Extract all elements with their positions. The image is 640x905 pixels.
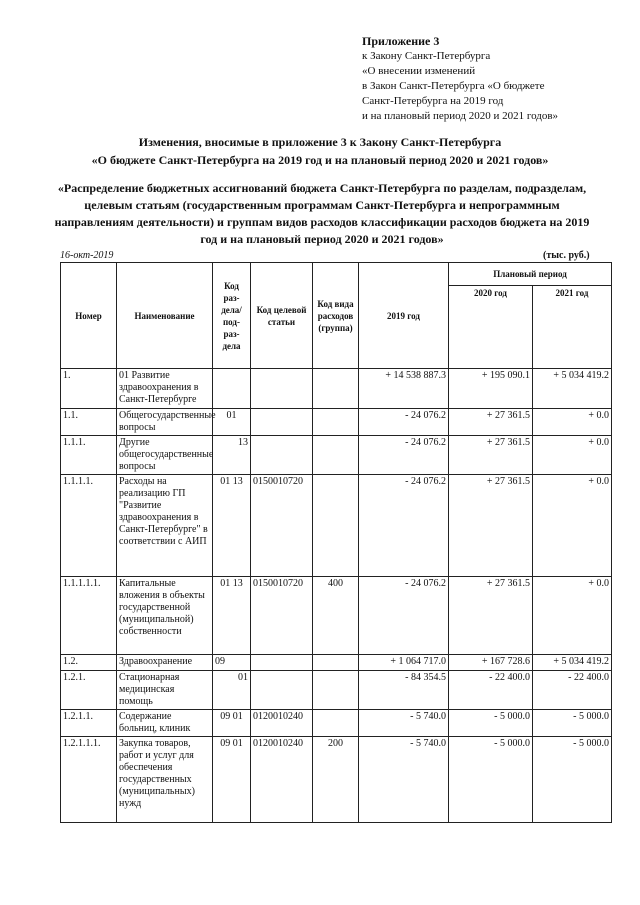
row-name: Капитальные вложения в объекты государственной (муниципальной) собственности xyxy=(117,577,213,655)
row-name: 01 Развитие здравоохранения в Санкт-Петербурге xyxy=(117,369,213,409)
row-type: 400 xyxy=(313,577,359,655)
unit-label: (тыс. руб.) xyxy=(543,250,590,261)
table-row xyxy=(61,436,612,475)
row-2020: + 27 361.5 xyxy=(449,409,533,436)
row-name: Расходы на реализацию ГП "Развитие здравоохранения в Санкт-Петербурге" в соответствии с АИП xyxy=(117,475,213,577)
row-2020: + 27 361.5 xyxy=(449,475,533,577)
row-number: 1.1.1.1.1. xyxy=(61,577,117,655)
row-target xyxy=(251,655,313,671)
appendix-line: в Закон Санкт-Петербурга «О бюджете xyxy=(362,80,545,92)
row-number: 1.1. xyxy=(61,409,117,436)
row-target: 0150010720 xyxy=(251,475,313,577)
row-2019: - 24 076.2 xyxy=(359,475,449,577)
row-2020: + 167 728.6 xyxy=(449,655,533,671)
row-2020: + 27 361.5 xyxy=(449,436,533,475)
row-section: 09 01 xyxy=(213,737,251,823)
row-section: 01 xyxy=(213,671,251,710)
row-type xyxy=(313,655,359,671)
row-section: 01 xyxy=(213,409,251,436)
row-type xyxy=(313,475,359,577)
row-2020: + 27 361.5 xyxy=(449,577,533,655)
document-title-line2: «О бюджете Санкт-Петербурга на 2019 год и на плановый период 2020 и 2021 годов» xyxy=(91,153,549,167)
row-target: 0150010720 xyxy=(251,577,313,655)
row-2019: + 14 538 887.3 xyxy=(359,369,449,409)
row-2019: - 5 740.0 xyxy=(359,710,449,737)
table-row xyxy=(61,369,612,409)
document-date: 16-окт-2019 xyxy=(60,250,114,261)
row-number: 1.1.1.1. xyxy=(61,475,117,577)
appendix-line: и на плановый период 2020 и 2021 годов» xyxy=(362,110,559,122)
table-row xyxy=(61,409,612,436)
row-2021: - 5 000.0 xyxy=(533,710,612,737)
row-number: 1.2. xyxy=(61,655,117,671)
row-section: 13 xyxy=(213,436,251,475)
row-number: 1.1.1. xyxy=(61,436,117,475)
header-target: Код целевой статьи xyxy=(251,263,313,369)
budget-table xyxy=(60,262,612,823)
header-name: Наименование xyxy=(117,263,213,369)
row-2019: - 24 076.2 xyxy=(359,577,449,655)
row-name: Содержание больниц, клиник xyxy=(117,710,213,737)
row-type xyxy=(313,436,359,475)
row-target xyxy=(251,436,313,475)
row-section: 01 13 xyxy=(213,475,251,577)
header-number: Номер xyxy=(61,263,117,369)
row-type xyxy=(313,710,359,737)
row-2020: - 5 000.0 xyxy=(449,710,533,737)
row-2021: + 0.0 xyxy=(533,577,612,655)
row-2020: - 22 400.0 xyxy=(449,671,533,710)
row-number: 1.2.1.1. xyxy=(61,710,117,737)
appendix-block xyxy=(362,34,558,124)
row-2021: - 5 000.0 xyxy=(533,737,612,823)
table-row xyxy=(61,475,612,577)
table-row xyxy=(61,737,612,823)
row-type xyxy=(313,369,359,409)
row-2020: + 195 090.1 xyxy=(449,369,533,409)
row-type xyxy=(313,409,359,436)
row-2019: - 5 740.0 xyxy=(359,737,449,823)
appendix-line: «О внесении изменений xyxy=(362,65,476,77)
appendix-title: Приложение 3 xyxy=(362,34,440,48)
row-section: 01 13 xyxy=(213,577,251,655)
row-2021: + 5 034 419.2 xyxy=(533,655,612,671)
row-2021: - 22 400.0 xyxy=(533,671,612,710)
row-name: Закупка товаров, работ и услуг для обеспечения государственных (муниципальных) нужд xyxy=(117,737,213,823)
row-type xyxy=(313,671,359,710)
table-row xyxy=(61,710,612,737)
header-2019: 2019 год xyxy=(359,263,449,369)
row-2021: + 0.0 xyxy=(533,475,612,577)
row-2019: - 84 354.5 xyxy=(359,671,449,710)
row-2021: + 5 034 419.2 xyxy=(533,369,612,409)
row-2021: + 0.0 xyxy=(533,409,612,436)
row-target: 0120010240 xyxy=(251,737,313,823)
header-2021: 2021 год xyxy=(533,286,612,369)
row-name: Другие общегосударственные вопросы xyxy=(117,436,213,475)
document-title: Изменения, вносимые в приложение 3 к Закону Санкт-Петербурга xyxy=(138,135,502,149)
header-type: Код вида расходов (группа) xyxy=(313,263,359,369)
appendix-line: Санкт-Петербурга на 2019 год xyxy=(362,95,504,107)
row-name: Общегосударственные вопросы xyxy=(117,409,213,436)
row-2021: + 0.0 xyxy=(533,436,612,475)
header-2020: 2020 год xyxy=(449,286,533,369)
table-row xyxy=(61,655,612,671)
row-number: 1.2.1.1.1. xyxy=(61,737,117,823)
row-target xyxy=(251,369,313,409)
document-subtitle: «Распределение бюджетных ассигнований бюджета Санкт-Петербурга по разделам, подразделам, целевым статьям (государственным программам Санкт-Петербурга и непрограммным направлениям деятельности) и группам видов расходов классификации расходов бюджета на 2019 год и на плановый период 2020 и 2021 годов» xyxy=(54,181,590,246)
header-section: Код раз- дела/ под- раз- дела xyxy=(213,263,251,369)
row-target xyxy=(251,409,313,436)
table-row xyxy=(61,577,612,655)
row-number: 1. xyxy=(61,369,117,409)
row-type: 200 xyxy=(313,737,359,823)
row-target: 0120010240 xyxy=(251,710,313,737)
row-2019: - 24 076.2 xyxy=(359,409,449,436)
row-section: 09 01 xyxy=(213,710,251,737)
table-row xyxy=(61,671,612,710)
row-target xyxy=(251,671,313,710)
row-2019: + 1 064 717.0 xyxy=(359,655,449,671)
header-plan-period: Плановый период xyxy=(449,263,612,286)
row-number: 1.2.1. xyxy=(61,671,117,710)
row-section: 09 xyxy=(213,655,251,671)
row-section xyxy=(213,369,251,409)
row-2020: - 5 000.0 xyxy=(449,737,533,823)
row-name: Стационарная медицинская помощь xyxy=(117,671,213,710)
row-name: Здравоохранение xyxy=(117,655,213,671)
appendix-line: к Закону Санкт-Петербурга xyxy=(362,50,491,62)
row-2019: - 24 076.2 xyxy=(359,436,449,475)
